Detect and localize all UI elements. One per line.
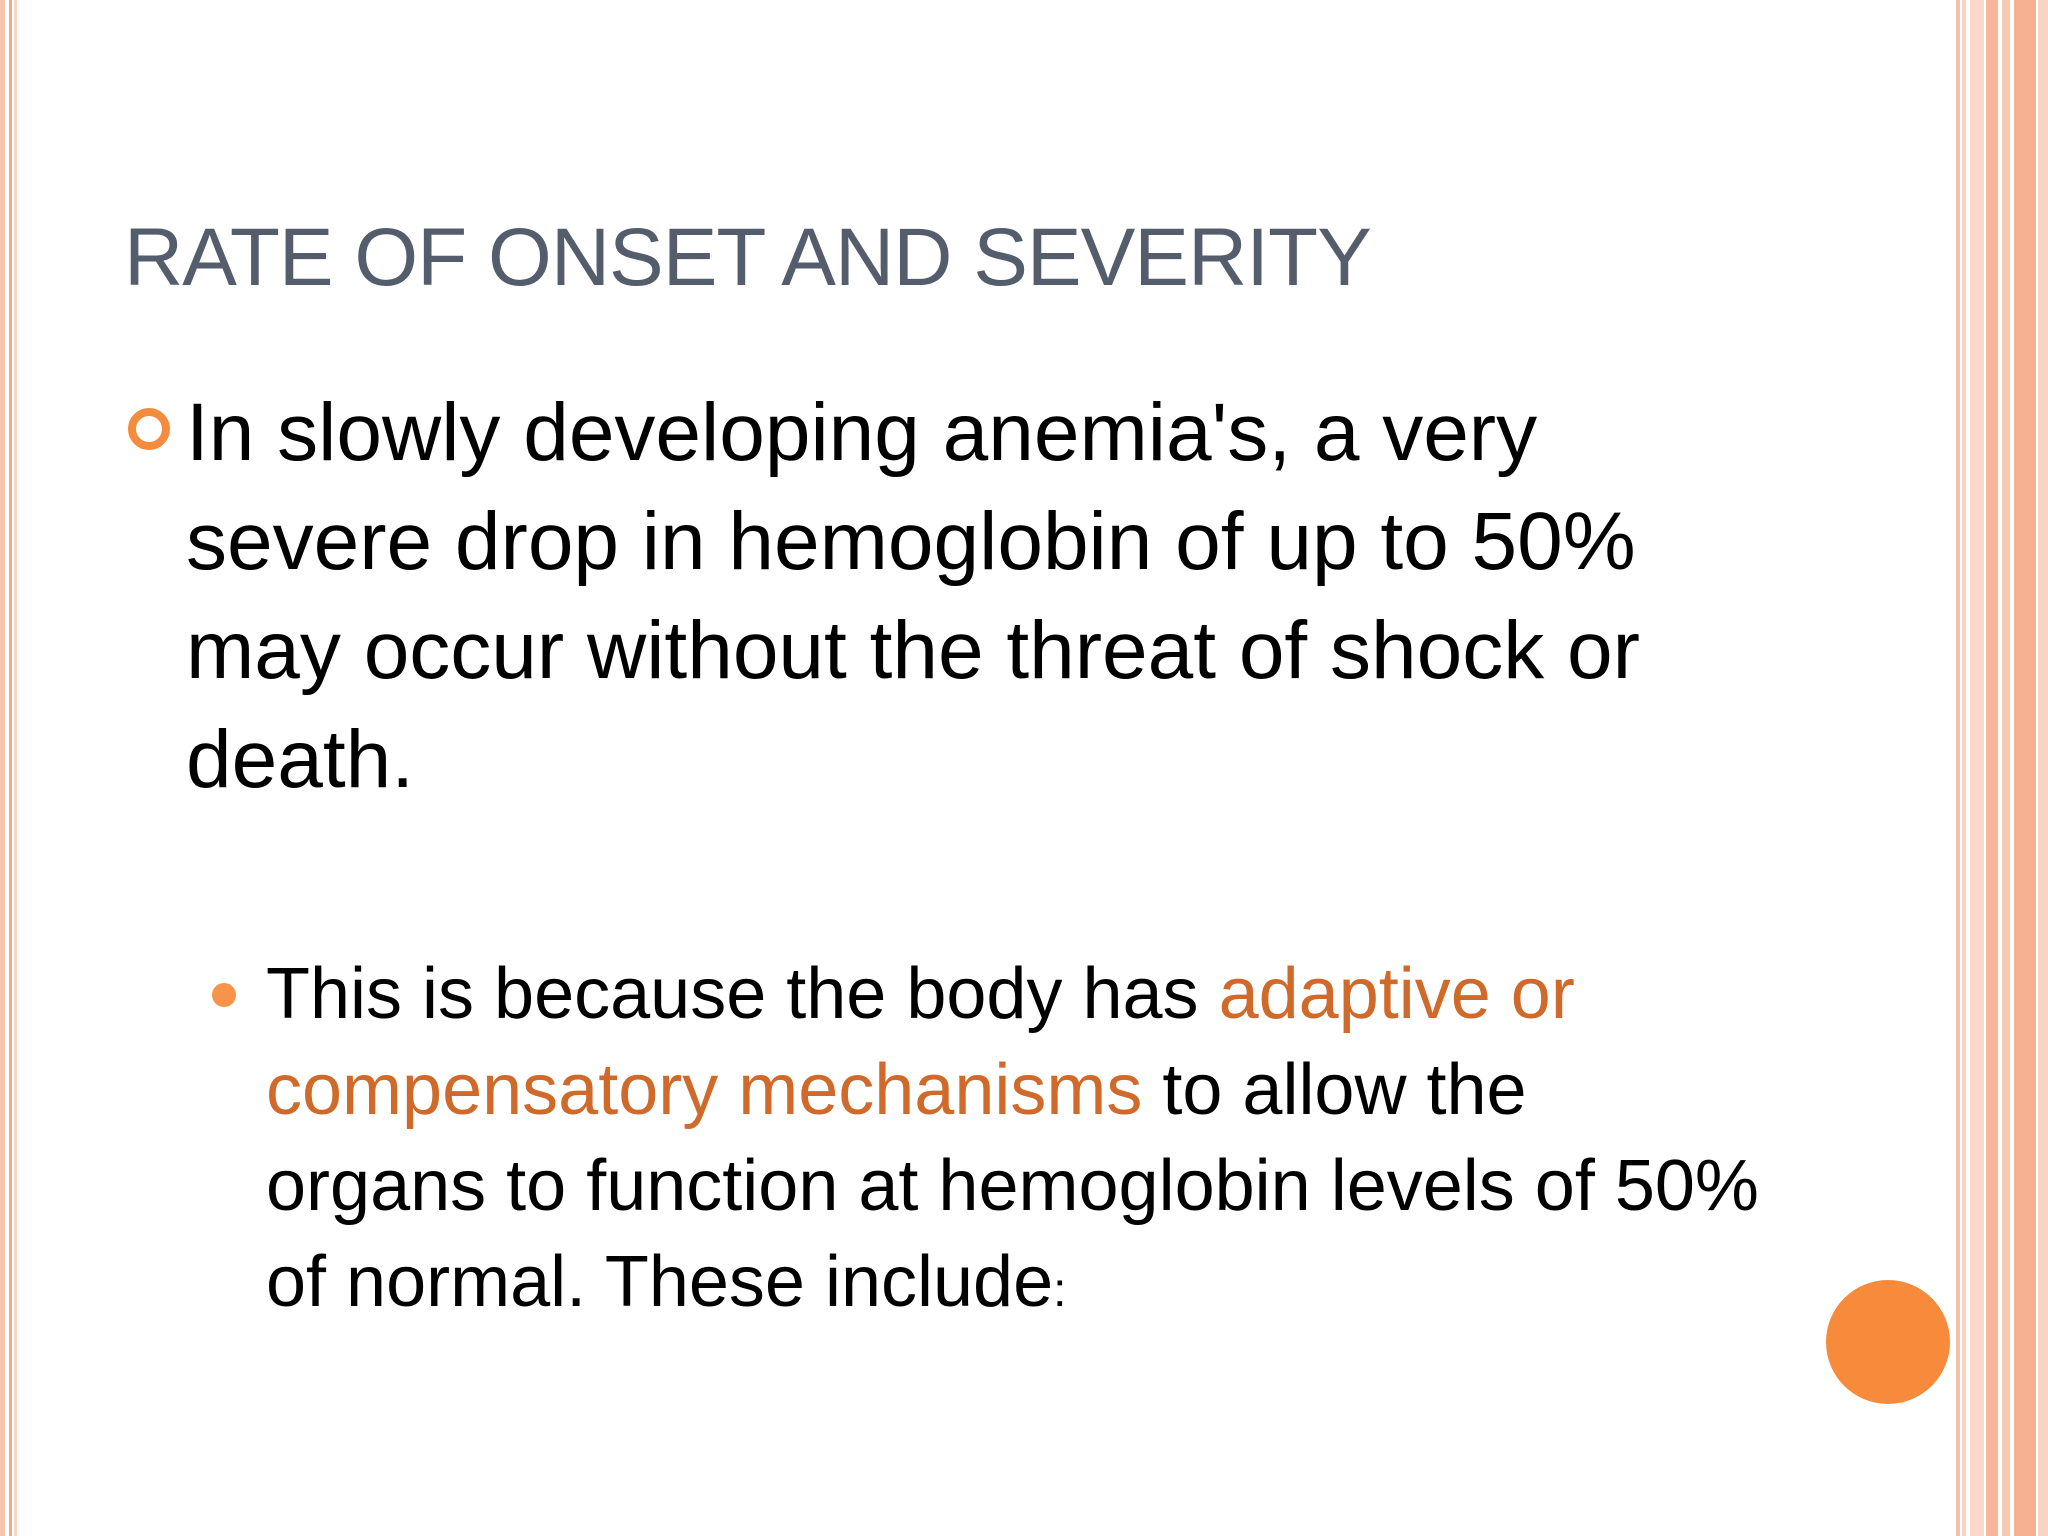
decorative-circle: [1826, 1280, 1950, 1404]
right-border-stripe: [2038, 0, 2048, 1536]
left-border-stripe: [14, 0, 17, 1536]
right-border-stripe: [2014, 0, 2036, 1536]
right-border-stripe: [2002, 0, 2010, 1536]
sub-bullet-text-before: This is because the body has: [266, 954, 1219, 1034]
dot-bullet-icon: [212, 983, 236, 1007]
sub-bullet-text-after: to allow the organs to function at hemoglobin levels of 50% of normal. These include: [266, 1050, 1759, 1322]
left-border-stripe: [9, 0, 12, 1536]
right-border-stripe: [1956, 0, 1960, 1536]
right-border-stripe: [1986, 0, 1998, 1536]
sub-bullet-colon: :: [1053, 1264, 1067, 1317]
ring-bullet-icon: [128, 408, 170, 450]
highlighted-phrase: adaptive or compensatory mechanisms: [266, 954, 1575, 1130]
bullet-text: In slowly developing anemia's, a very severe drop in hemoglobin of up to 50% may occur without the threat of shock or death.: [186, 387, 1640, 805]
right-border-stripe: [1962, 0, 1966, 1536]
right-border-stripe: [1970, 0, 1984, 1536]
sub-bullet-text: [266, 946, 1766, 1339]
left-border-stripe: [0, 0, 5, 1536]
slide-title: RATE OF ONSET AND SEVERITY: [124, 212, 1371, 303]
